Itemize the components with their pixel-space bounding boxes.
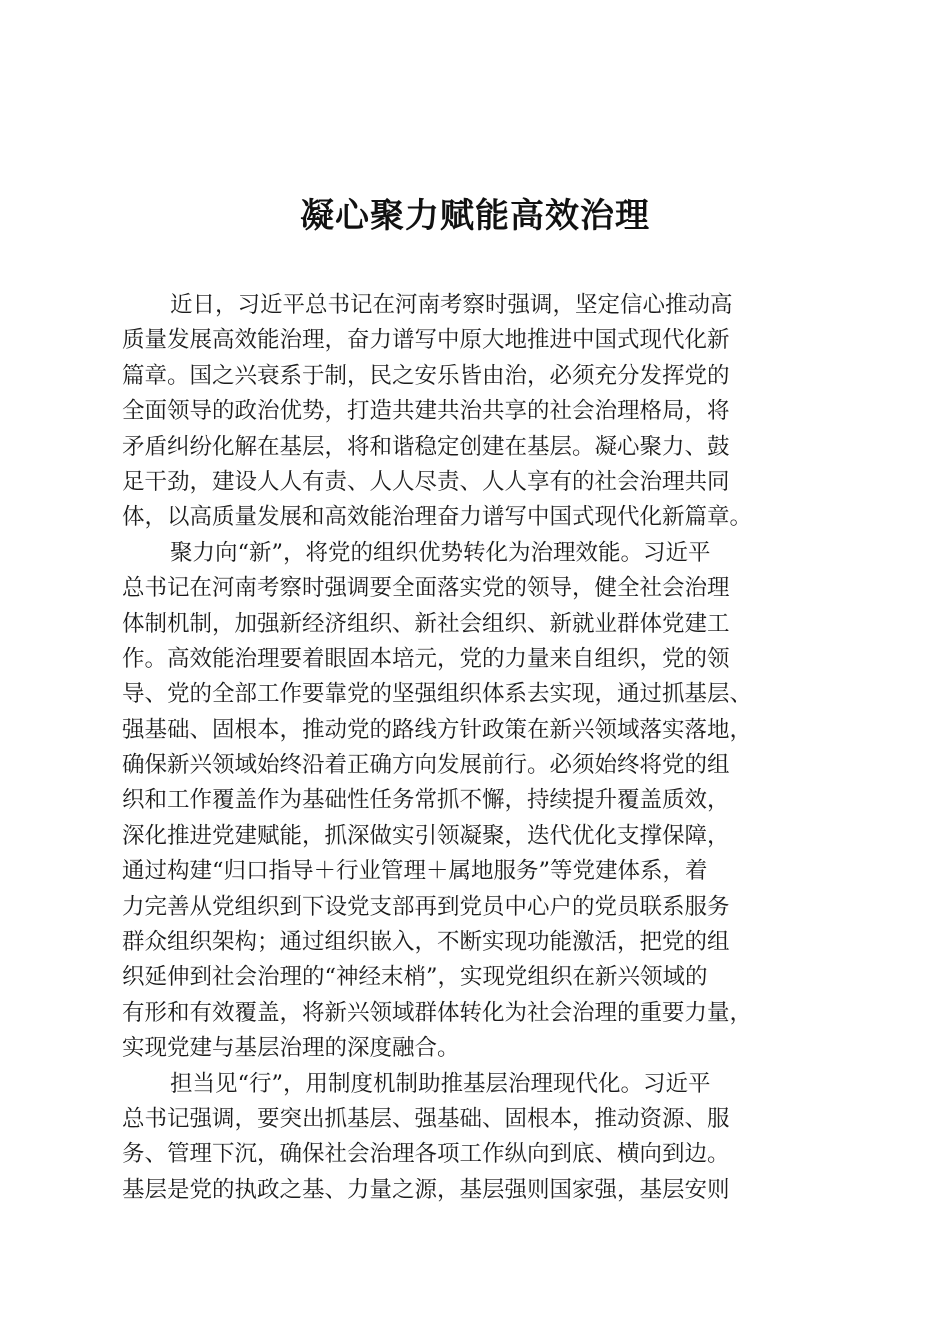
text-line: 群众组织架构；通过组织嵌入，不断实现功能激活，把党的组 xyxy=(122,929,730,956)
text-line: 质量发展高效能治理，奋力谱写中原大地推进中国式现代化新 xyxy=(122,327,730,354)
document-body xyxy=(122,288,834,1208)
text-line: 有形和有效覆盖，将新兴领域群体转化为社会治理的重要力量， xyxy=(122,999,753,1026)
text-line: 近日，习近平总书记在河南考察时强调，坚定信心推动高 xyxy=(170,292,733,318)
text-line: 确保新兴领域始终沿着正确方向发展前行。必须始终将党的组 xyxy=(122,752,730,779)
text-line: 织延伸到社会治理的“神经末梢”，实现党组织在新兴领域的 xyxy=(122,964,708,991)
text-line: 强基础、固根本，推动党的路线方针政策在新兴领域落实落地， xyxy=(122,716,753,743)
text-line: 通过构建“归口指导＋行业管理＋属地服务”等党建体系，着 xyxy=(122,858,708,885)
text-line: 总书记强调，要突出抓基层、强基础、固根本，推动资源、服 xyxy=(122,1105,730,1132)
text-line: 导、党的全部工作要靠党的坚强组织体系去实现，通过抓基层、 xyxy=(122,681,753,708)
paragraph-3 xyxy=(122,1067,834,1209)
text-line: 担当见“行”，用制度机制助推基层治理现代化。习近平 xyxy=(170,1070,711,1097)
text-line: 足干劲，建设人人有责、人人尽责、人人享有的社会治理共同 xyxy=(122,468,730,495)
text-line: 基层是党的执政之基、力量之源，基层强则国家强，基层安则 xyxy=(122,1176,730,1203)
text-line: 聚力向“新”，将党的组织优势转化为治理效能。习近平 xyxy=(170,539,711,566)
paragraph-2 xyxy=(122,536,834,1067)
text-line: 力完善从党组织到下设党支部再到党员中心户的党员联系服务 xyxy=(122,893,730,920)
text-line: 篇章。国之兴衰系于制，民之安乐皆由治，必须充分发挥党的 xyxy=(122,362,730,389)
text-line: 作。高效能治理要着眼固本培元，党的力量来自组织，党的领 xyxy=(122,645,730,672)
document-title: 凝心聚力赋能高效治理 xyxy=(300,196,650,236)
text-line: 体，以高质量发展和高效能治理奋力谱写中国式现代化新篇章。 xyxy=(122,504,753,531)
text-line: 务、管理下沉，确保社会治理各项工作纵向到底、横向到边。 xyxy=(122,1141,730,1168)
text-line: 矛盾纠纷化解在基层，将和谐稳定创建在基层。凝心聚力、鼓 xyxy=(122,433,730,460)
text-line: 全面领导的政治优势，打造共建共治共享的社会治理格局，将 xyxy=(122,398,730,425)
paragraph-1 xyxy=(122,288,834,536)
text-line: 织和工作覆盖作为基础性任务常抓不懈，持续提升覆盖质效， xyxy=(122,787,730,814)
text-line: 深化推进党建赋能，抓深做实引领凝聚，迭代优化支撑保障， xyxy=(122,822,730,849)
text-line: 实现党建与基层治理的深度融合。 xyxy=(122,1035,460,1062)
text-line: 体制机制，加强新经济组织、新社会组织、新就业群体党建工 xyxy=(122,610,730,637)
text-line: 总书记在河南考察时强调要全面落实党的领导，健全社会治理 xyxy=(122,575,730,602)
